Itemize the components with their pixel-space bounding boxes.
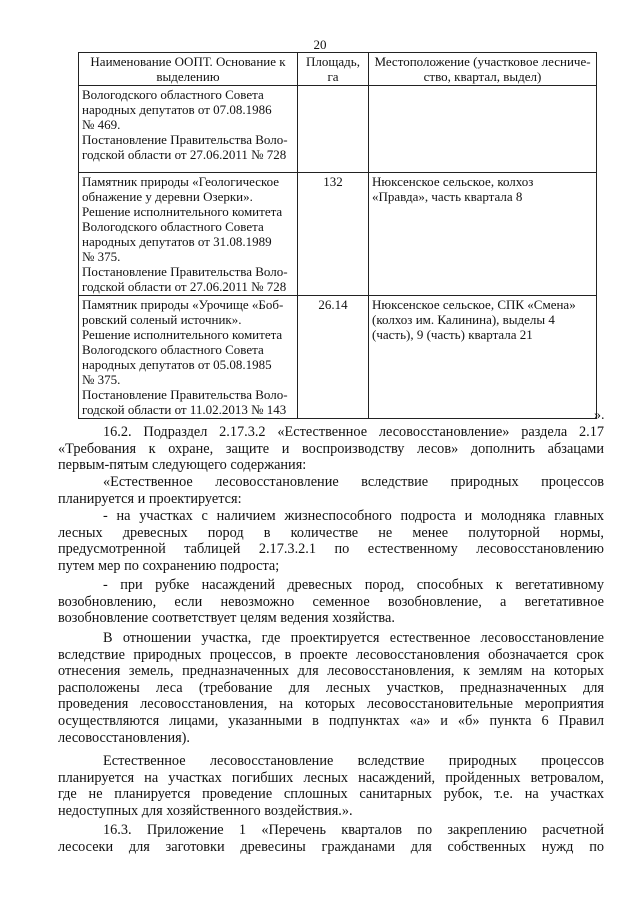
paragraph-line: путем мер по сохранению подроста; [58,557,280,574]
paragraph-line: осуществляются лицами, указанными в подпунктах «а» и «б» пункта 6 Правил [58,712,604,729]
paragraph-line: предусмотренной таблицей 2.17.3.2.1 по естественному лесовосстановлению [58,541,604,558]
header-name [79,53,298,86]
paragraph-line: Естественное лесовосстановление вследствие природных процессов [103,753,604,769]
cell-area: 132 [298,173,369,296]
table-close-quote: ». [594,408,605,423]
cell-line: Местоположение (участковое лесниче- [374,54,591,69]
cell-line: годской области от 11.02.2013 № 143 [82,402,287,417]
paragraph-line: планируется на участках погибших лесных насаждений, пройденных ветровалом, [58,769,604,786]
paragraph-line: лесных древесных пород в количестве не менее полуторной нормы, [58,524,604,541]
cell-line: Наименование ООПТ. Основание к [90,54,286,69]
paragraph-undergrowth [58,508,604,574]
cell-line: народных депутатов от 31.08.1989 [82,234,272,249]
paragraph-line: возобновление соответствует целям ведения хозяйства. [58,610,395,627]
cell-line: № 469. [82,117,121,132]
cell-line: Постановление Правительства Воло- [82,387,288,402]
cell-line: ство, квартал, выдел) [423,69,542,84]
paragraph-line: недоступных для хозяйственного воздействия.». [58,802,353,819]
paragraph-site-regeneration [58,630,604,746]
cell-line: № 375. [82,372,121,387]
cell-line: обнажение у деревни Озерки». [82,189,253,204]
table-row [79,173,597,296]
cell-line: Нюксенское сельское, СПК «Смена» [372,297,576,312]
paragraph-dead-stands [58,753,604,819]
paragraph-line: где не планируется проведение сплошных санитарных рубок, т.е. на участках [58,786,604,803]
cell-line: га [327,69,339,84]
paragraph-natural-regeneration [58,474,604,507]
cell-name [79,296,298,419]
paragraph-line: «Естественное лесовосстановление вследствие природных процессов [103,474,604,490]
cell-line: Вологодского областного Совета [82,219,264,234]
paragraph-16-3 [58,822,604,855]
paragraph-16-2 [58,424,604,474]
page-number: 20 [313,37,327,52]
cell-line: выделению [156,69,220,84]
cell-line: Памятник природы «Геологическое [82,174,280,189]
cell-line: Памятник природы «Урочище «Боб- [82,297,284,312]
paragraph-line: возобновлению, если невозможно семенное возобновление, а вегетативное [58,593,604,610]
paragraph-line: планируется и проектируется: [58,490,242,507]
cell-line: (колхоз им. Калинина), выделы 4 [372,312,555,327]
paragraph-line: отнесения земель, предназначенных для лесовосстановления, к землям на которых [58,663,604,680]
cell-location [369,173,597,296]
cell-line: народных депутатов от 07.08.1986 [82,102,272,117]
cell-line: годской области от 27.06.2011 № 728 [82,147,287,162]
paragraph-line: проведения лесовосстановления, на которых лесовосстановительные мероприятия [58,696,604,713]
cell-line: № 375. [82,249,121,264]
cell-line: Вологодского областного Совета [82,87,264,102]
oopt-table [78,52,597,419]
cell-line: Постановление Правительства Воло- [82,132,288,147]
cell-line: ровский соленый источник». [82,312,242,327]
cell-area [298,86,369,173]
cell-location [369,296,597,419]
cell-name [79,86,298,173]
paragraph-coppice [58,577,604,627]
table-row [79,86,597,173]
paragraph-line: первым-пятым следующего содержания: [58,457,307,474]
cell-line: годской области от 27.06.2011 № 728 [82,279,287,294]
cell-line: Вологодского областного Совета [82,342,264,357]
cell-name [79,173,298,296]
paragraph-line: - на участках с наличием жизнеспособного подроста и молодняка главных [103,508,604,524]
paragraph-line: 16.2. Подраздел 2.17.3.2 «Естественное лесовосстановление» раздела 2.17 [103,424,604,440]
header-location [369,53,597,86]
paragraph-line: «Требования к охране, защите и воспроизводству лесов» дополнить абзацами [58,440,604,457]
paragraph-line: расположены леса (требование для лесных участков, предназначенных для [58,679,604,696]
cell-line: Площадь, [306,54,360,69]
cell-line: «Правда», часть квартала 8 [372,189,523,204]
paragraph-line: вследствие природных процессов, в проекте лесовосстановления обозначается срок [58,646,604,663]
paragraph-line: - при рубке насаждений древесных пород, способных к вегетативному [103,577,604,593]
paragraph-line: лесовосстановления). [58,729,191,746]
table-row [79,296,597,419]
paragraph-line: лесосеки для заготовки древесины гражданами для собственных нужд по [58,838,604,855]
cell-line: Решение исполнительного комитета [82,204,283,219]
header-area [298,53,369,86]
table-header-row [79,53,597,86]
cell-line: народных депутатов от 05.08.1985 [82,357,272,372]
cell-line: Решение исполнительного комитета [82,327,283,342]
paragraph-line: В отношении участка, где проектируется естественное лесовосстановление [103,630,604,646]
cell-area: 26.14 [298,296,369,419]
cell-line: Постановление Правительства Воло- [82,264,288,279]
paragraph-line: 16.3. Приложение 1 «Перечень кварталов по закреплению расчетной [103,822,604,838]
cell-line: (часть), 9 (часть) квартала 21 [372,327,533,342]
cell-location [369,86,597,173]
cell-line: Нюксенское сельское, колхоз [372,174,534,189]
